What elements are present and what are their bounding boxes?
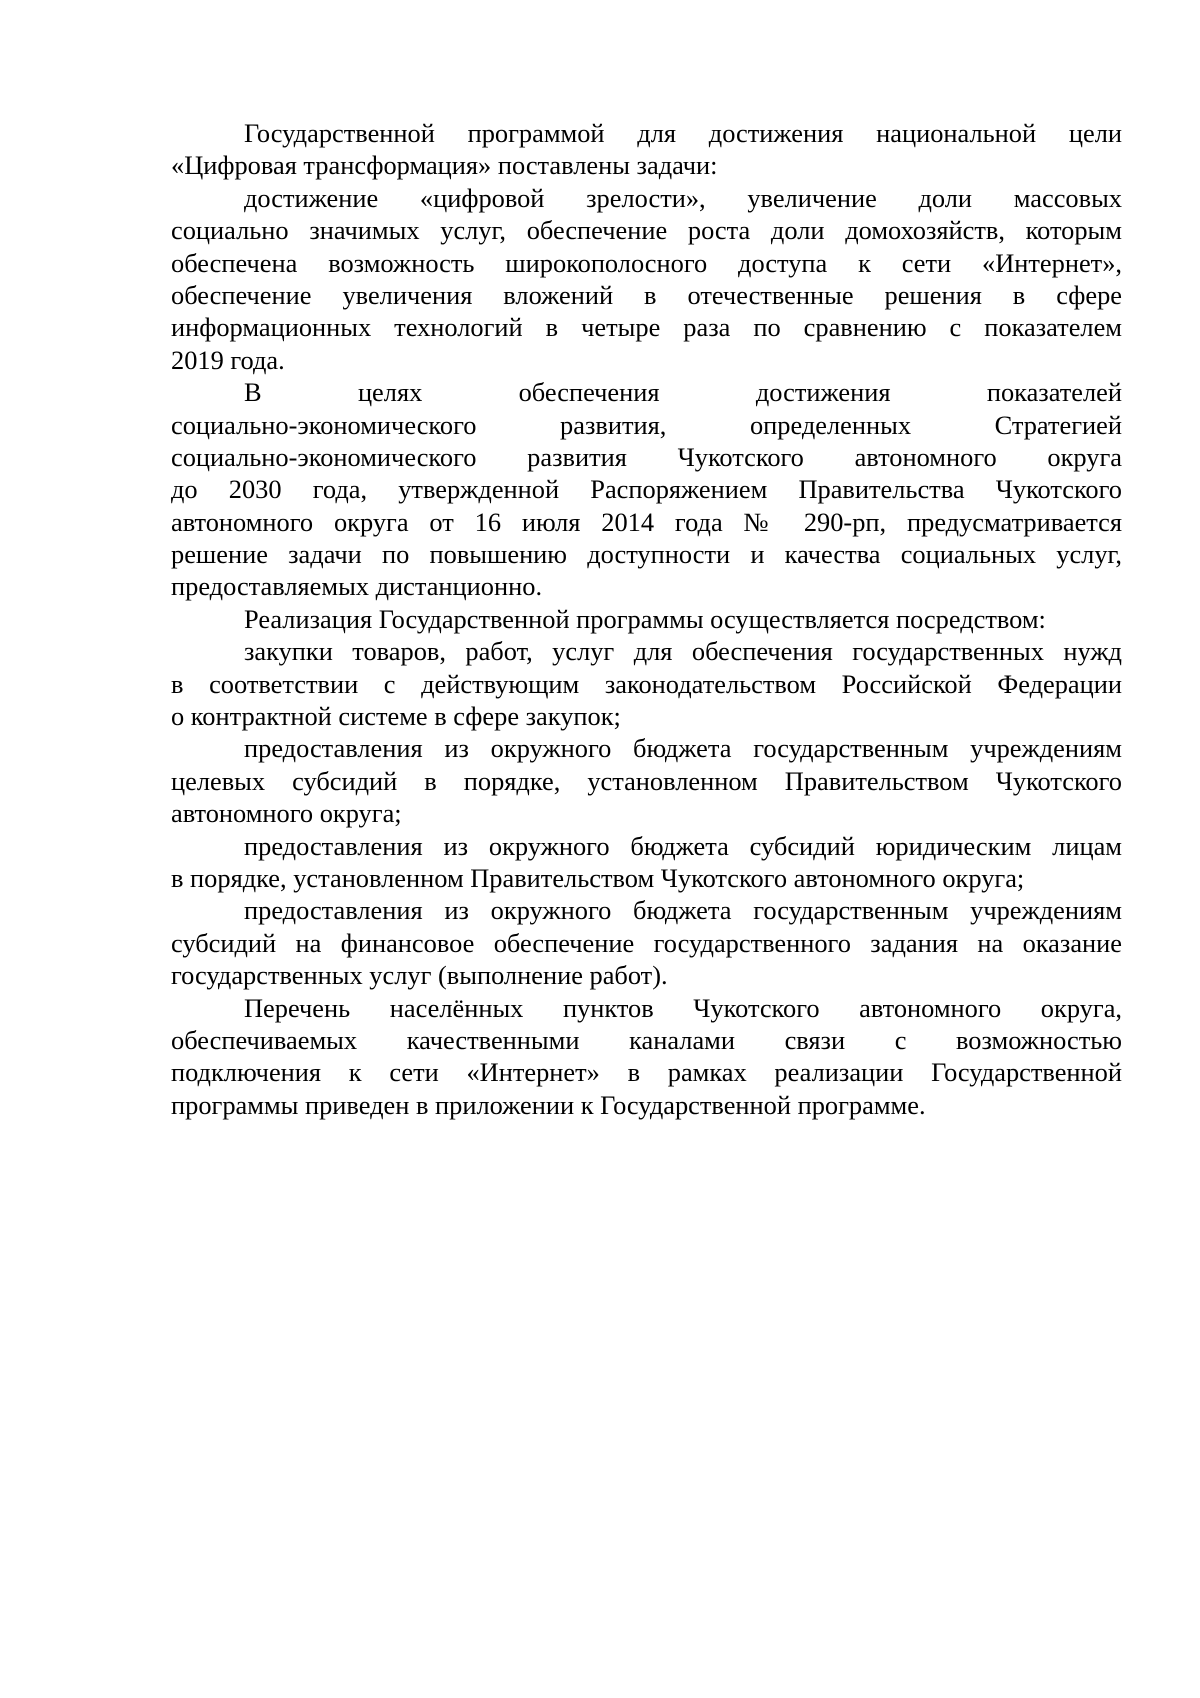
- text-line: «Цифровая трансформация» поставлены задачи:: [171, 150, 718, 181]
- text-line: государственных услуг (выполнение работ).: [171, 960, 668, 991]
- text-line: Реализация Государственной программы осуществляется посредством:: [244, 603, 1046, 634]
- text-line: о контрактной системе в сфере закупок;: [171, 701, 621, 732]
- text-line: В целях обеспечения достижения показателей: [244, 377, 1122, 408]
- paragraph-state-task-subsidies: [171, 894, 1122, 991]
- text-line: 2019 года.: [171, 344, 285, 375]
- text-line: социально-экономического развития Чукотского автономного округа: [171, 441, 1122, 472]
- paragraph-settlements-list: [171, 992, 1122, 1122]
- text-line: предоставляемых дистанционно.: [171, 571, 543, 602]
- paragraph-legal-entity-subsidies: [171, 830, 1122, 895]
- text-line: Государственной программой для достижения национальной цели: [244, 118, 1122, 148]
- text-line: программы приведен в приложении к Государственной программе.: [171, 1089, 926, 1120]
- text-line: целевых субсидий в порядке, установленном Правительством Чукотского: [171, 765, 1122, 796]
- paragraph-tasks: [171, 182, 1122, 376]
- text-line: информационных технологий в четыре раза по сравнению с показателем: [171, 312, 1122, 343]
- paragraph-target-subsidies: [171, 732, 1122, 829]
- paragraph-program-goal: [171, 117, 1122, 182]
- text-line: социально значимых услуг, обеспечение роста доли домохозяйств, которым: [171, 215, 1122, 246]
- text-line: предоставления из окружного бюджета государственным учреждениям: [244, 733, 1122, 764]
- text-line: обеспечена возможность широкополосного доступа к сети «Интернет»,: [171, 247, 1122, 278]
- text-line: закупки товаров, работ, услуг для обеспечения государственных нужд: [244, 636, 1122, 667]
- text-line: социально-экономического развития, определенных Стратегией: [171, 409, 1122, 440]
- paragraph-procurement: [171, 635, 1122, 732]
- text-line: Перечень населённых пунктов Чукотского автономного округа,: [244, 992, 1122, 1023]
- text-line: обеспечение увеличения вложений в отечественные решения в сфере: [171, 279, 1122, 310]
- text-line: автономного округа от 16 июля 2014 года № 290-рп, предусматривается: [171, 506, 1122, 537]
- document-body: [171, 117, 1122, 1121]
- text-line: предоставления из окружного бюджета субсидий юридическим лицам: [244, 830, 1122, 861]
- paragraph-strategy: [171, 376, 1122, 603]
- text-line: в порядке, установленном Правительством Чукотского автономного округа;: [171, 862, 1025, 893]
- text-line: достижение «цифровой зрелости», увеличение доли массовых: [244, 182, 1122, 213]
- text-line: решение задачи по повышению доступности и качества социальных услуг,: [171, 539, 1122, 570]
- paragraph-implementation: [171, 603, 1122, 635]
- text-line: обеспечиваемых качественными каналами связи с возможностью: [171, 1024, 1122, 1055]
- text-line: до 2030 года, утвержденной Распоряжением Правительства Чукотского: [171, 474, 1122, 505]
- text-line: предоставления из окружного бюджета государственным учреждениям: [244, 895, 1122, 926]
- text-line: подключения к сети «Интернет» в рамках реализации Государственной: [171, 1057, 1122, 1088]
- text-line: субсидий на финансовое обеспечение государственного задания на оказание: [171, 927, 1122, 958]
- text-line: автономного округа;: [171, 798, 402, 829]
- text-line: в соответствии с действующим законодательством Российской Федерации: [171, 668, 1122, 699]
